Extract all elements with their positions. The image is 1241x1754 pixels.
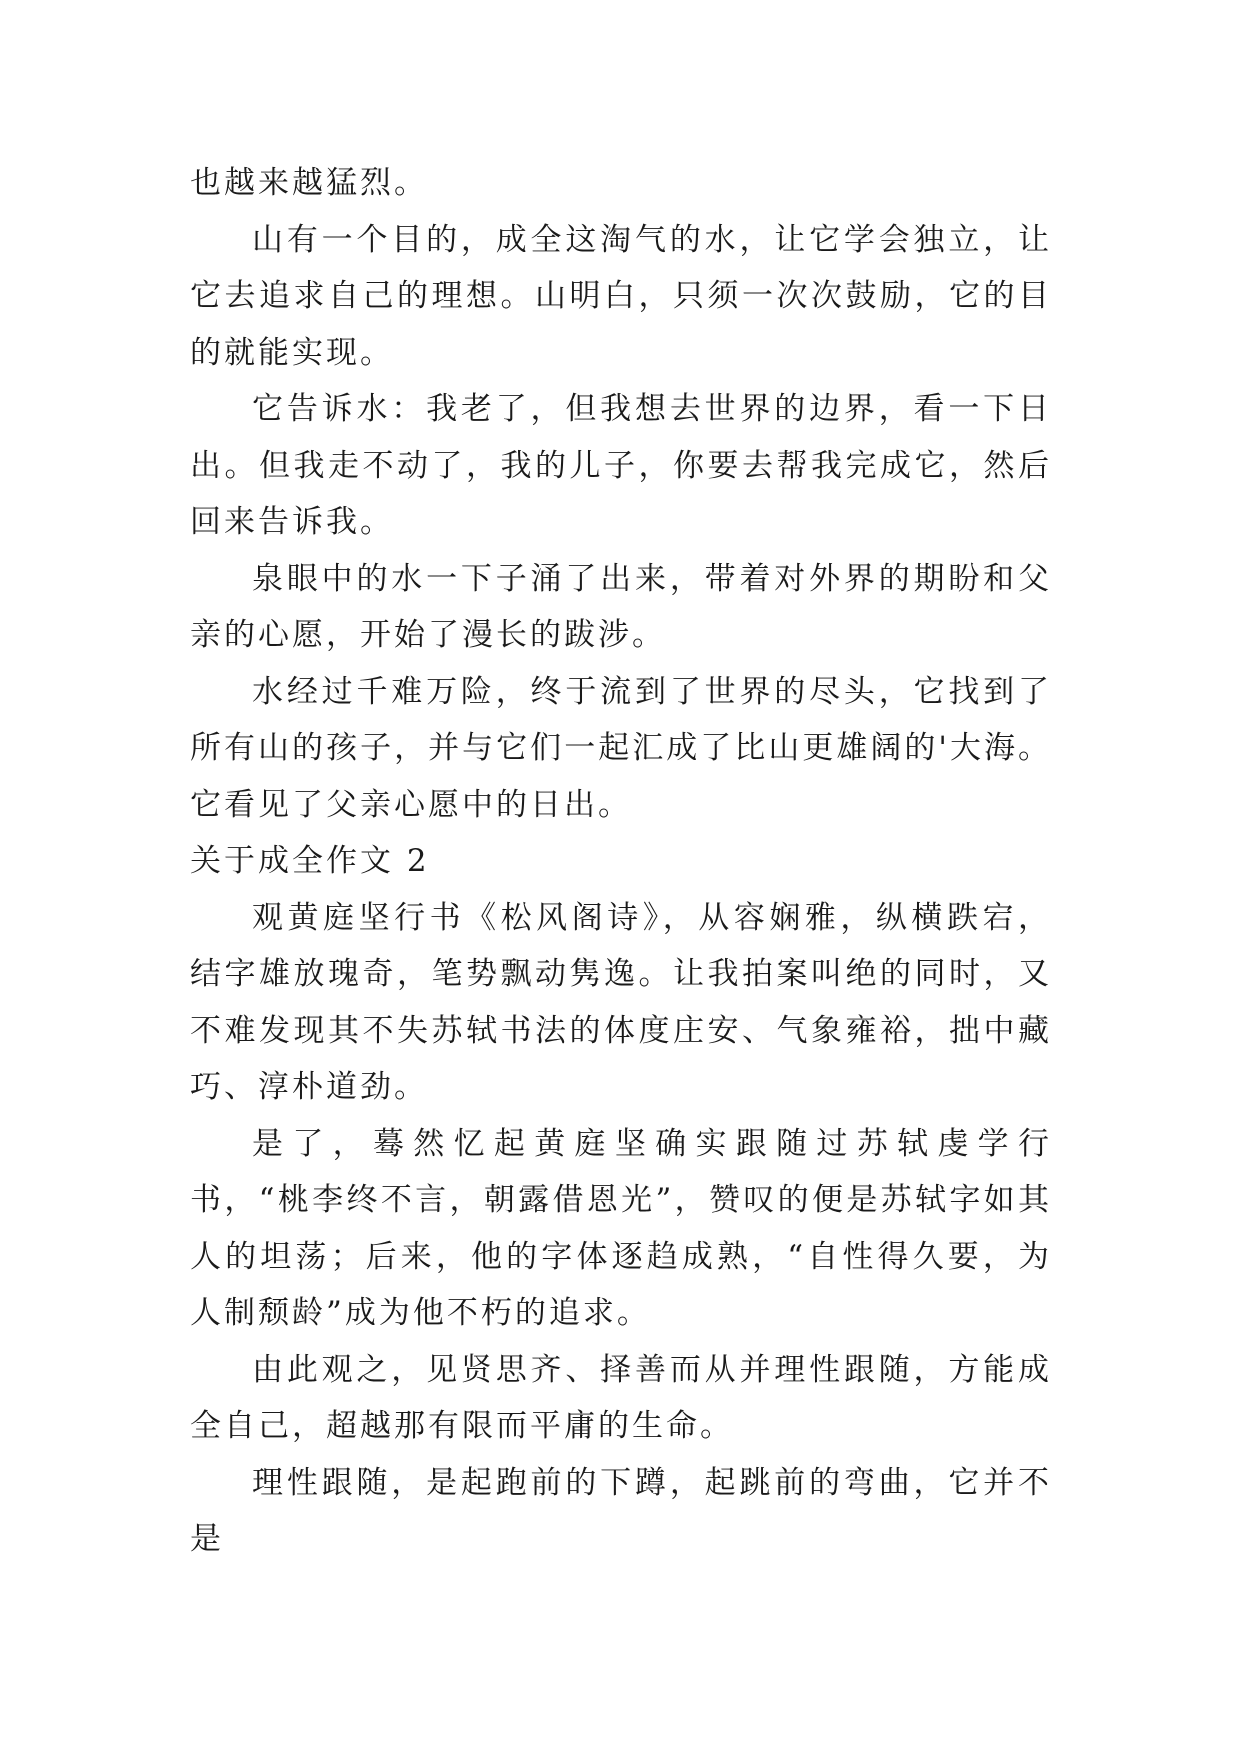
paragraph: 由此观之，见贤思齐、择善而从并理性跟随，方能成全自己，超越那有限而平庸的生命。 [190, 1351, 1052, 1444]
paragraph: 水经过千难万险，终于流到了世界的尽头，它找到了所有山的孩子，并与它们一起汇成了比山更雄阔的'大海。它看见了父亲心愿中的日出。 [190, 673, 1052, 823]
section-title: 关于成全作文 2 [190, 843, 430, 879]
paragraph: 泉眼中的水一下子涌了出来，带着对外界的期盼和父亲的心愿，开始了漫长的跋涉。 [190, 560, 1052, 653]
paragraph: 它告诉水：我老了，但我想去世界的边界，看一下日出。但我走不动了，我的儿子，你要去帮我完成它，然后回来告诉我。 [190, 391, 1052, 540]
paragraph-continuation: 也越来越猛烈。 [190, 165, 428, 201]
document-body [190, 155, 1052, 1568]
paragraph: 山有一个目的，成全这淘气的水，让它学会独立，让它去追求自己的理想。山明白，只须一次次鼓励，它的目的就能实现。 [190, 221, 1052, 371]
paragraph: 理性跟随，是起跑前的下蹲，起跳前的弯曲，它并不是 [190, 1464, 1052, 1557]
paragraph: 是了，蓦然忆起黄庭坚确实跟随过苏轼虔学行书，“桃李终不言，朝露借恩光”，赞叹的便是苏轼字如其人的坦荡；后来，他的字体逐趋成熟，“自性得久要，为人制颓龄”成为他不朽的追求。 [190, 1125, 1052, 1331]
paragraph: 观黄庭坚行书《松风阁诗》，从容娴雅，纵横跌宕，结字雄放瑰奇，笔势飘动隽逸。让我拍案叫绝的同时，又不难发现其不失苏轼书法的体度庄安、气象雍裕，拙中藏巧、淳朴道劲。 [190, 899, 1052, 1105]
